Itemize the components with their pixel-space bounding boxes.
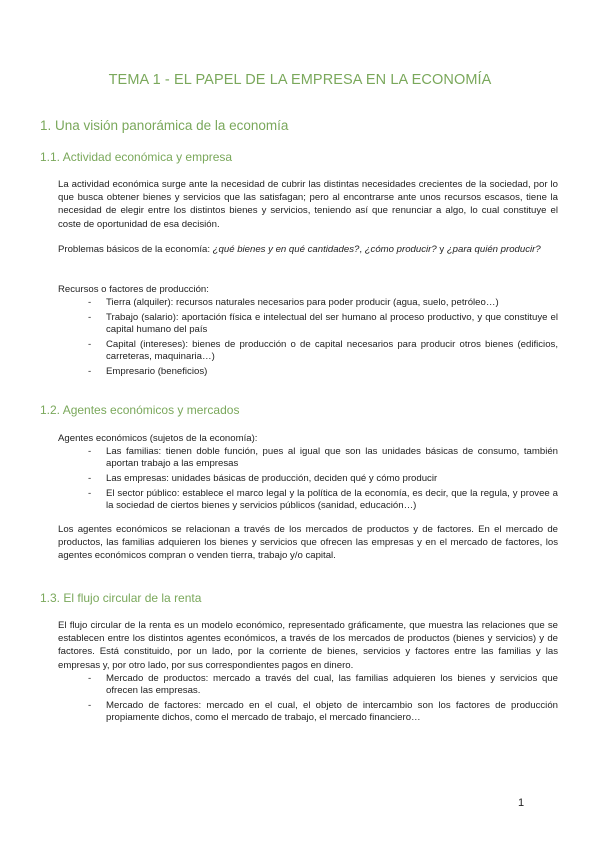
list-item: - Las empresas: unidades básicas de producción, deciden qué y cómo producir — [88, 473, 558, 485]
paragraph-basic-problems — [58, 243, 558, 256]
problems-label: Problemas básicos de la economía: — [58, 244, 213, 255]
list-item: - Trabajo (salario): aportación física e intelectual del ser humano al proceso productivo, y que constituye el capital humano del país — [88, 312, 558, 336]
factors-intro: Recursos o factores de producción: — [58, 284, 209, 295]
paragraph-economic-activity: La actividad económica surge ante la necesidad de cubrir las distintas necesidades crecientes de la sociedad, por lo que busca obtener bienes y servicios que las satisfagan; pero al encontrarse ante unos recursos escasos, tiene la necesidad de elegir entre los distintos bienes y servicios, teniendo así que renunciar a algo, lo cual constituye el coste de oportunidad de esa decisión. — [58, 179, 558, 230]
problems-question-3: ¿para quién producir? — [446, 244, 541, 255]
problems-question-2: ¿cómo producir? — [364, 244, 437, 255]
list-item: - El sector público: establece el marco legal y la política de la economía, es decir, que la regula, y provee a la sociedad de ciertos bienes y servicios públicos (sanidad, educación…) — [88, 488, 558, 512]
paragraph-circular-flow: El flujo circular de la renta es un modelo económico, representado gráficamente, que muestra las relaciones que se establecen entre los distintos agentes económicos, a través de los mercados de productos (bienes y servicios) y de factores. Está constituido, por un lado, por la corriente de bienes, servicios y factores entre las familias y las empresas y, por otro lado, por sus correspondientes pagos en dinero. — [58, 620, 558, 671]
agents-list — [88, 446, 558, 515]
page-number: 1 — [518, 797, 525, 809]
problems-question-1: ¿qué bienes y en qué cantidades? — [212, 244, 360, 255]
markets-list — [88, 673, 558, 727]
agents-intro: Agentes económicos (sujetos de la economía): — [58, 433, 258, 444]
section-heading-1: 1. Una visión panorámica de la economía — [40, 118, 289, 133]
list-item: - Empresario (beneficios) — [88, 366, 558, 378]
page-title: TEMA 1 - EL PAPEL DE LA EMPRESA EN LA ECONOMÍA — [108, 72, 492, 88]
list-item: - Las familias: tienen doble función, pues al igual que son las unidades básicas de consumo, también aportan trabajo a las empresas — [88, 446, 558, 470]
list-item: - Mercado de factores: mercado en el cual, el objeto de intercambio son los factores de producción propiamente dichos, como el mercado de trabajo, el mercado financiero… — [88, 700, 558, 724]
list-item: - Capital (intereses): bienes de producción o de capital necesarios para producir otros bienes (edificios, carreteras, maquinaria…) — [88, 339, 558, 363]
section-heading-1-3: 1.3. El flujo circular de la renta — [40, 591, 202, 605]
section-heading-1-1: 1.1. Actividad económica y empresa — [40, 150, 233, 164]
list-item: - Tierra (alquiler): recursos naturales necesarios para poder producir (agua, suelo, petróleo…) — [88, 297, 558, 309]
factors-list — [88, 297, 558, 381]
list-item: - Mercado de productos: mercado a través del cual, las familias adquieren los bienes y servicios que ofrecen las empresas. — [88, 673, 558, 697]
section-heading-1-2: 1.2. Agentes económicos y mercados — [40, 403, 240, 417]
paragraph-markets: Los agentes económicos se relacionan a través de los mercados de productos y de factores. En el mercado de productos, las familias adquieren los bienes y servicios que ofrecen las empresas y en el mercado de factores, los agentes económicos compran o venden tierra, trabajo y/o capital. — [58, 524, 558, 562]
problems-separator-2: y — [436, 244, 447, 255]
problems-separator-1: , — [359, 244, 365, 255]
